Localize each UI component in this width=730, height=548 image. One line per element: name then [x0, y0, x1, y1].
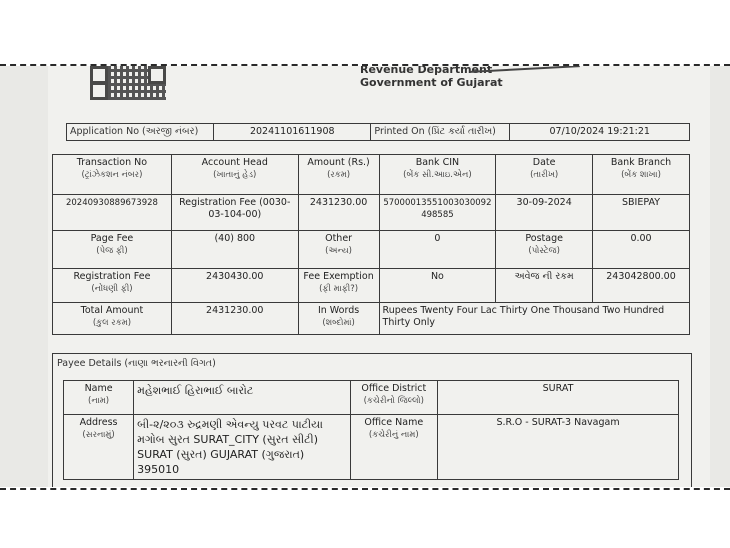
printed-on-label: Printed On (પ્રિંટ કર્યા તારીખ): [371, 124, 510, 141]
header-department: Revenue Department: [360, 66, 493, 76]
cut-line-bottom: [0, 488, 730, 490]
name-label: Name (નામ): [64, 381, 134, 415]
bank-cin-value: 57000013551003030092498585: [379, 195, 496, 231]
page-fee-value: (40) 800: [171, 231, 298, 269]
page-fee-label: Page Fee (પેજ ફી): [53, 231, 172, 269]
avej-label: અવેજ ની રકમ: [496, 269, 593, 303]
account-head-value: Registration Fee (0030-03-104-00): [171, 195, 298, 231]
payee-details-section: [52, 353, 692, 487]
header-account-head: Account Head (ખાતાનું હેડ): [171, 155, 298, 195]
address-label: Address (સરનામું): [64, 415, 134, 480]
in-words-value: Rupees Twenty Four Lac Thirty One Thousand Two Hundred Thirty Only: [379, 303, 689, 335]
address-line-2: મગોબ સુરત SURAT_CITY (સુરત સીટી): [137, 433, 318, 446]
transaction-no-value: 20240930889673928: [53, 195, 172, 231]
postage-label: Postage (પોસ્ટેજ): [496, 231, 593, 269]
registration-fee-value: 2430430.00: [171, 269, 298, 303]
office-district-value: SURAT: [438, 381, 679, 415]
other-label: Other (અન્ય): [298, 231, 379, 269]
avej-value: 243042800.00: [593, 269, 690, 303]
header-bank-branch: Bank Branch (બેંક શાખા): [593, 155, 690, 195]
total-amount-label: Total Amount (કુલ રકમ): [53, 303, 172, 335]
header-bank-cin: Bank CIN (બેંક સી.આઇ.એન): [379, 155, 496, 195]
other-value: 0: [379, 231, 496, 269]
header-amount: Amount (Rs.) (રકમ): [298, 155, 379, 195]
in-words-label: In Words (શબ્દોમાં): [298, 303, 379, 335]
office-name-label: Office Name (કચેરીનું નામ): [350, 415, 438, 480]
address-line-3: SURAT (સુરત) GUJARAT (ગુજરાત) 395010: [137, 448, 305, 476]
application-no-label: Application No (અરજી નંબર): [67, 124, 214, 141]
fee-exemption-value: No: [379, 269, 496, 303]
bank-branch-value: SBIEPAY: [593, 195, 690, 231]
total-amount-value: 2431230.00: [171, 303, 298, 335]
address-value: [134, 415, 350, 480]
office-district-label: Office District (કચેરીનો જિલ્લો): [350, 381, 438, 415]
printed-on-value: 07/10/2024 19:21:21: [510, 124, 690, 141]
header-date: Date (તારીખ): [496, 155, 593, 195]
postage-value: 0.00: [593, 231, 690, 269]
payee-details-title: Payee Details (નાણા ભરનારની વિગત): [57, 358, 216, 369]
transaction-table: [52, 154, 690, 335]
fee-exemption-label: Fee Exemption (ફી માફી?): [298, 269, 379, 303]
registration-fee-label: Registration Fee (નોંધણી ફી): [53, 269, 172, 303]
amount-value: 2431230.00: [298, 195, 379, 231]
name-value: મહેશભાઈ હિરાભાઈ બારોટ: [134, 381, 350, 415]
date-value: 30-09-2024: [496, 195, 593, 231]
application-table: [66, 123, 690, 141]
document-photo: [0, 66, 730, 487]
payee-table: [63, 380, 679, 480]
office-name-value: S.R.O - SURAT-3 Navagam: [438, 415, 679, 480]
header-government: Government of Gujarat: [360, 76, 503, 89]
header-transaction-no: Transaction No (ટ્રાંઝેકશન નંબર): [53, 155, 172, 195]
address-line-1: બી-૨/૨૦૩ રુદ્રમણી એવન્યુ પરવટ પાટીયા: [137, 418, 323, 431]
application-no-value: 20241101611908: [214, 124, 371, 141]
qr-code-icon: [90, 66, 166, 100]
